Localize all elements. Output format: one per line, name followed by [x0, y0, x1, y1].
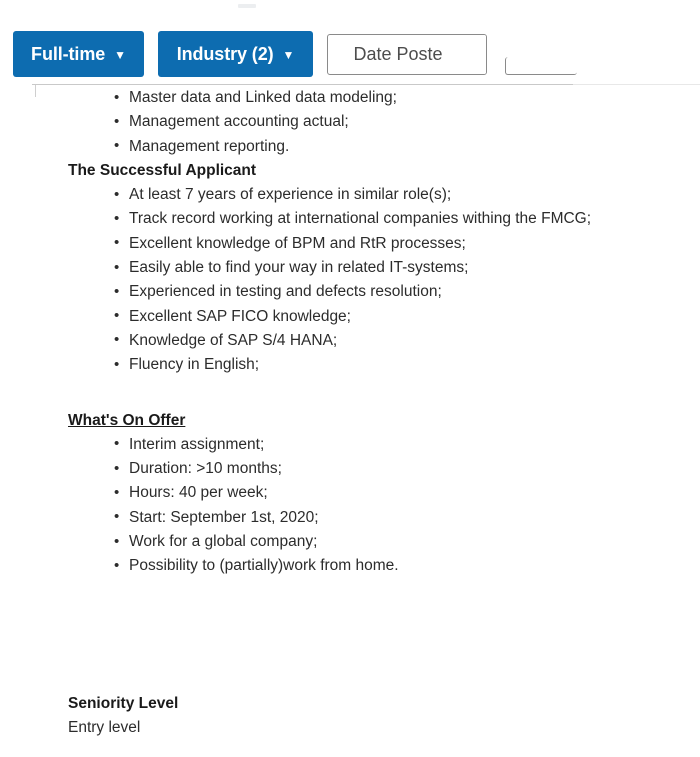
section-heading-successful-applicant: The Successful Applicant: [68, 161, 257, 179]
list-item: • Master data and Linked data modeling;: [0, 86, 700, 110]
list-item: • Interim assignment;: [0, 433, 700, 457]
list-item: • Knowledge of SAP S/4 HANA;: [0, 329, 700, 353]
seniority-level-label: Seniority Level: [68, 695, 179, 712]
job-description-body: [0, 86, 700, 579]
list-item: • Excellent knowledge of BPM and RtR processes;: [0, 232, 700, 256]
successful-applicant-bullet-list: [0, 183, 700, 377]
top-render-artifact: [238, 4, 256, 8]
list-item: • Experienced in testing and defects resolution;: [0, 280, 700, 304]
list-item: • At least 7 years of experience in similar role(s);: [0, 183, 700, 207]
list-item: • Hours: 40 per week;: [0, 481, 700, 505]
list-item: • Track record working at international companies withing the FMCG;: [0, 207, 700, 231]
chevron-down-icon: ▼: [282, 48, 295, 62]
section-spacer: [0, 378, 700, 409]
whats-on-offer-bullet-list: [0, 433, 700, 579]
filter-button-additional[interactable]: [505, 57, 577, 75]
intro-bullet-list: [0, 86, 700, 159]
filter-label-date-posted: Date Poste: [353, 44, 443, 64]
list-item: • Possibility to (partially)work from home.: [0, 554, 700, 578]
list-item: • Start: September 1st, 2020;: [0, 506, 700, 530]
list-item: • Duration: >10 months;: [0, 457, 700, 481]
list-item: • Management accounting actual;: [0, 110, 700, 134]
filter-bar-divider-tail: [573, 84, 700, 85]
filter-label-industry: Industry (2): [176, 43, 274, 64]
list-item: • Work for a global company;: [0, 530, 700, 554]
filter-button-full-time[interactable]: [13, 31, 144, 77]
list-item: • Management reporting.: [0, 135, 700, 159]
filter-button-industry[interactable]: [158, 31, 313, 77]
list-item: • Fluency in English;: [0, 353, 700, 377]
filter-button-date-posted[interactable]: [327, 34, 487, 75]
job-meta-section: [0, 692, 700, 740]
chevron-down-icon: ▼: [114, 48, 126, 62]
seniority-level-value: Entry level: [68, 719, 141, 736]
list-item: • Easily able to find your way in related IT-systems;: [0, 256, 700, 280]
job-filter-bar: [0, 31, 700, 79]
section-heading-whats-on-offer: What's On Offer: [68, 411, 186, 429]
filter-label-full-time: Full-time: [31, 43, 106, 64]
list-item: • Excellent SAP FICO knowledge;: [0, 305, 700, 329]
